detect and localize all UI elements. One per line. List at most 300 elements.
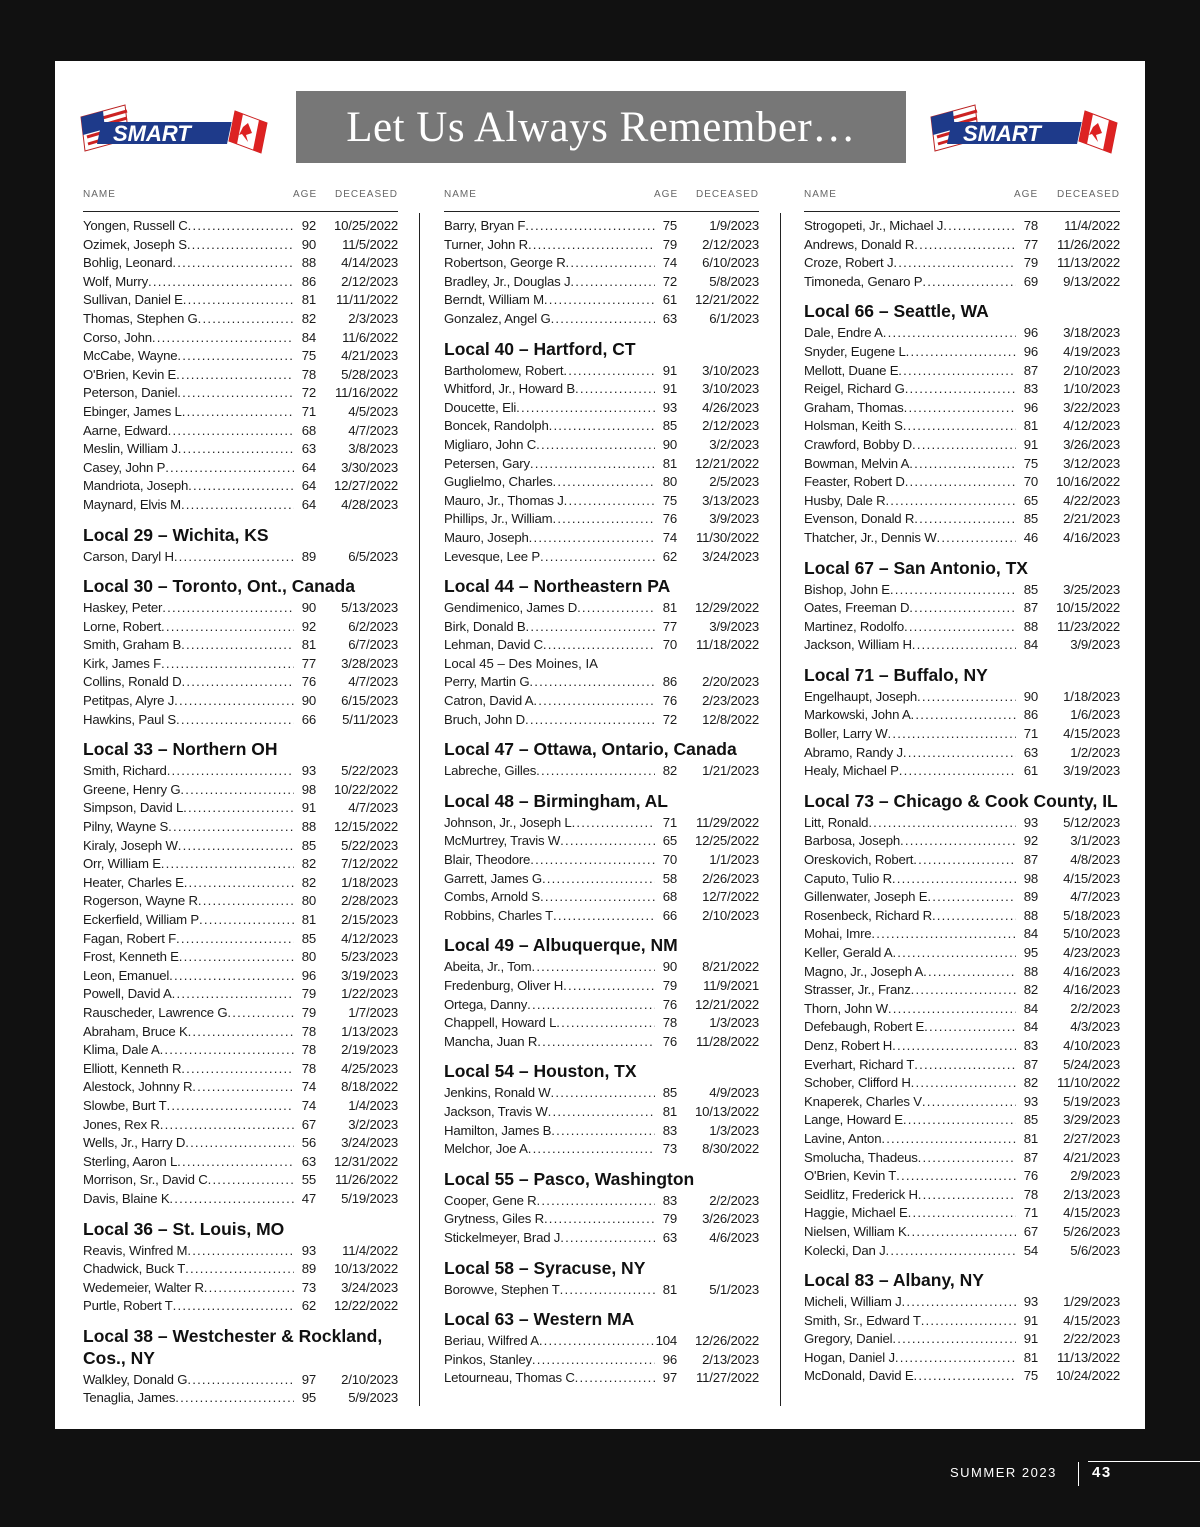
obituary-entry bbox=[444, 274, 759, 293]
member-name: Levesque, Lee P bbox=[444, 548, 540, 564]
member-name: Heater, Charles E bbox=[83, 874, 184, 890]
deceased-date: 2/10/2023 bbox=[1063, 362, 1120, 378]
obituary-entry bbox=[444, 889, 759, 908]
deceased-date: 12/21/2022 bbox=[694, 455, 759, 471]
deceased-date: 4/21/2023 bbox=[341, 348, 398, 364]
obituary-entry bbox=[444, 833, 759, 852]
header-age: AGE bbox=[1014, 189, 1039, 200]
member-age: 62 bbox=[301, 1298, 316, 1314]
header-name: NAME bbox=[804, 189, 837, 200]
member-name: Timoneda, Genaro P bbox=[804, 273, 923, 289]
obituary-entry bbox=[804, 1350, 1120, 1369]
deceased-date: 5/6/2023 bbox=[1070, 1242, 1120, 1258]
deceased-date: 8/21/2022 bbox=[702, 959, 759, 975]
member-age: 83 bbox=[1023, 1037, 1038, 1053]
member-age: 85 bbox=[1023, 581, 1038, 597]
deceased-date: 12/15/2022 bbox=[333, 819, 398, 835]
member-age: 84 bbox=[1023, 1000, 1038, 1016]
obituary-entry bbox=[444, 600, 759, 619]
member-age: 89 bbox=[301, 1261, 316, 1277]
dot-leader bbox=[560, 1282, 655, 1297]
deceased-date: 10/13/2022 bbox=[694, 1103, 759, 1119]
member-name: Crawford, Bobby D bbox=[804, 436, 913, 452]
member-name: Powell, David A bbox=[83, 986, 172, 1002]
deceased-date: 8/18/2022 bbox=[341, 1079, 398, 1095]
member-age: 78 bbox=[301, 366, 316, 382]
member-name: Jackson, Travis W bbox=[444, 1103, 548, 1119]
member-age: 72 bbox=[662, 711, 677, 727]
member-age: 81 bbox=[1023, 1130, 1038, 1146]
obituary-entry bbox=[804, 1075, 1120, 1094]
member-name: Frost, Kenneth E bbox=[83, 949, 179, 965]
obituary-entry bbox=[83, 274, 398, 293]
member-name: Andrews, Donald R bbox=[804, 236, 915, 252]
deceased-date: 1/3/2023 bbox=[709, 1015, 759, 1031]
deceased-date: 8/30/2022 bbox=[702, 1141, 759, 1157]
deceased-date: 4/16/2023 bbox=[1063, 963, 1120, 979]
member-age: 86 bbox=[301, 273, 316, 289]
member-name: Peterson, Daniel bbox=[83, 385, 178, 401]
dot-leader bbox=[914, 237, 1016, 252]
member-age: 88 bbox=[1023, 963, 1038, 979]
member-name: Maynard, Elvis M bbox=[83, 496, 181, 512]
member-age: 85 bbox=[1023, 511, 1038, 527]
column-header-1 bbox=[83, 189, 398, 203]
deceased-date: 12/29/2022 bbox=[694, 600, 759, 616]
obituary-entry bbox=[83, 1024, 398, 1043]
deceased-date: 3/24/2023 bbox=[702, 548, 759, 564]
member-name: Robbins, Charles T bbox=[444, 907, 554, 923]
member-age: 90 bbox=[301, 236, 316, 252]
deceased-date: 5/24/2023 bbox=[1063, 1056, 1120, 1072]
deceased-date: 12/7/2022 bbox=[702, 889, 759, 905]
obituary-entry bbox=[804, 255, 1120, 274]
member-age: 85 bbox=[301, 930, 316, 946]
member-name: Smolucha, Thadeus bbox=[804, 1149, 918, 1165]
dot-leader bbox=[886, 1243, 1017, 1258]
dot-leader bbox=[912, 437, 1016, 452]
member-name: Smith, Sr., Edward T bbox=[804, 1312, 921, 1328]
obituary-entry bbox=[444, 1104, 759, 1123]
dot-leader bbox=[903, 745, 1016, 760]
member-name: Grytness, Giles R bbox=[444, 1211, 544, 1227]
member-age: 84 bbox=[1023, 637, 1038, 653]
deceased-date: 11/16/2022 bbox=[334, 385, 398, 401]
member-age: 77 bbox=[1023, 236, 1038, 252]
member-name: Catron, David A bbox=[444, 693, 534, 709]
member-name: Gillenwater, Joseph E bbox=[804, 889, 928, 905]
obituary-entry bbox=[804, 237, 1120, 256]
dot-leader bbox=[903, 418, 1016, 433]
dot-leader bbox=[885, 493, 1016, 508]
local-heading: Local 55 – Pasco, Washington bbox=[444, 1168, 695, 1189]
local-heading: Local 71 – Buffalo, NY bbox=[804, 664, 988, 685]
member-age: 76 bbox=[1023, 1168, 1038, 1184]
dot-leader bbox=[914, 1057, 1016, 1072]
obituary-entry bbox=[444, 978, 759, 997]
canada-flag-icon bbox=[229, 111, 267, 153]
dot-leader bbox=[917, 689, 1016, 704]
obituary-entry bbox=[83, 893, 398, 912]
header-age: AGE bbox=[654, 189, 679, 200]
header-name: NAME bbox=[83, 189, 116, 200]
member-age: 61 bbox=[1023, 763, 1038, 779]
member-name: Thomas, Stephen G bbox=[83, 310, 198, 326]
deceased-date: 4/16/2023 bbox=[1063, 982, 1120, 998]
deceased-date: 12/26/2022 bbox=[694, 1333, 759, 1349]
obituary-entry bbox=[444, 1230, 759, 1249]
member-age: 84 bbox=[301, 329, 316, 345]
member-name: Jackson, William H bbox=[804, 637, 912, 653]
page-title: Let Us Always Remember… bbox=[296, 91, 906, 163]
dot-leader bbox=[563, 363, 655, 378]
deceased-date: 10/24/2022 bbox=[1055, 1368, 1120, 1384]
deceased-date: 11/26/2022 bbox=[334, 1172, 398, 1188]
dot-leader bbox=[161, 619, 294, 634]
member-name: Haggie, Michael E bbox=[804, 1205, 908, 1221]
obituary-entry bbox=[444, 763, 759, 782]
obituary-column-2 bbox=[444, 218, 759, 1389]
deceased-date: 4/21/2023 bbox=[1063, 1149, 1120, 1165]
member-name: Greene, Henry G bbox=[83, 781, 181, 797]
member-name: Turner, John R bbox=[444, 236, 528, 252]
obituary-entry bbox=[804, 945, 1120, 964]
dot-leader bbox=[181, 674, 294, 689]
dot-leader bbox=[543, 637, 655, 652]
obituary-entry bbox=[444, 1015, 759, 1034]
dot-leader bbox=[183, 292, 294, 307]
deceased-date: 3/10/2023 bbox=[702, 381, 759, 397]
dot-leader bbox=[921, 1313, 1016, 1328]
dot-leader bbox=[551, 1123, 655, 1138]
deceased-date: 11/13/2022 bbox=[1056, 255, 1120, 271]
obituary-entry bbox=[83, 619, 398, 638]
member-name: Gonzalez, Angel G bbox=[444, 310, 551, 326]
member-name: Micheli, William J bbox=[804, 1294, 902, 1310]
deceased-date: 1/18/2023 bbox=[341, 874, 398, 890]
deceased-date: 3/13/2023 bbox=[702, 492, 759, 508]
deceased-date: 4/12/2023 bbox=[341, 930, 398, 946]
member-name: Rogerson, Wayne R bbox=[83, 893, 198, 909]
member-name: Hawkins, Paul S bbox=[83, 711, 177, 727]
obituary-entry bbox=[804, 1001, 1120, 1020]
member-age: 88 bbox=[1023, 907, 1038, 923]
deceased-date: 4/15/2023 bbox=[1063, 1205, 1120, 1221]
dot-leader bbox=[566, 255, 655, 270]
deceased-date: 7/12/2022 bbox=[341, 856, 398, 872]
member-name: O'Brien, Kevin T bbox=[804, 1168, 897, 1184]
deceased-date: 6/2/2023 bbox=[348, 618, 398, 634]
dot-leader bbox=[548, 1104, 655, 1119]
deceased-date: 3/2/2023 bbox=[709, 436, 759, 452]
deceased-date: 11/26/2022 bbox=[1056, 236, 1120, 252]
obituary-entry bbox=[804, 1168, 1120, 1187]
member-name: Oreskovich, Robert bbox=[804, 852, 914, 868]
member-name: Mellott, Duane E bbox=[804, 362, 899, 378]
member-age: 79 bbox=[662, 1211, 677, 1227]
deceased-date: 5/18/2023 bbox=[1063, 907, 1120, 923]
obituary-entry bbox=[804, 1331, 1120, 1350]
member-age: 78 bbox=[1023, 1186, 1038, 1202]
member-age: 87 bbox=[1023, 1149, 1038, 1165]
member-name: Thorn, John W bbox=[804, 1000, 888, 1016]
member-age: 74 bbox=[301, 1079, 316, 1095]
dot-leader bbox=[169, 1191, 294, 1206]
member-age: 72 bbox=[662, 273, 677, 289]
member-age: 63 bbox=[662, 310, 677, 326]
member-age: 93 bbox=[662, 399, 677, 415]
header-age: AGE bbox=[293, 189, 318, 200]
member-age: 56 bbox=[301, 1135, 316, 1151]
member-age: 47 bbox=[301, 1190, 316, 1206]
member-age: 97 bbox=[662, 1370, 677, 1386]
member-age: 79 bbox=[301, 1004, 316, 1020]
member-age: 90 bbox=[662, 959, 677, 975]
dot-leader bbox=[575, 1370, 655, 1385]
dot-leader bbox=[536, 763, 655, 778]
obituary-entry bbox=[444, 493, 759, 512]
deceased-date: 5/19/2023 bbox=[1063, 1093, 1120, 1109]
deceased-date: 4/15/2023 bbox=[1063, 1312, 1120, 1328]
deceased-date: 3/30/2023 bbox=[341, 459, 398, 475]
dot-leader bbox=[177, 1154, 294, 1169]
member-age: 78 bbox=[301, 1042, 316, 1058]
obituary-entry bbox=[83, 292, 398, 311]
obituary-entry bbox=[444, 908, 759, 927]
obituary-entry bbox=[444, 549, 759, 568]
member-name: Denz, Robert H bbox=[804, 1037, 893, 1053]
member-name: Birk, Donald B bbox=[444, 618, 526, 634]
obituary-entry bbox=[444, 456, 759, 475]
member-name: Borowve, Stephen T bbox=[444, 1281, 560, 1297]
member-age: 75 bbox=[662, 492, 677, 508]
member-name: Kolecki, Dan J bbox=[804, 1242, 886, 1258]
dot-leader bbox=[176, 931, 294, 946]
obituary-entry bbox=[444, 1352, 759, 1371]
dot-leader bbox=[892, 1331, 1016, 1346]
obituary-entry bbox=[83, 1079, 398, 1098]
deceased-date: 2/13/2023 bbox=[702, 1351, 759, 1367]
deceased-date: 6/10/2023 bbox=[702, 255, 759, 271]
member-name: Slowbe, Burt T bbox=[83, 1097, 167, 1113]
deceased-date: 4/19/2023 bbox=[1063, 343, 1120, 359]
deceased-date: 3/29/2023 bbox=[1063, 1112, 1120, 1128]
dot-leader bbox=[893, 255, 1016, 270]
member-name: Lavine, Anton bbox=[804, 1130, 882, 1146]
obituary-entry bbox=[444, 400, 759, 419]
column-header-2 bbox=[444, 189, 759, 203]
deceased-date: 2/21/2023 bbox=[1063, 511, 1120, 527]
dot-leader bbox=[899, 763, 1016, 778]
member-age: 73 bbox=[662, 1141, 677, 1157]
obituary-entry bbox=[444, 871, 759, 890]
obituary-entry bbox=[83, 637, 398, 656]
dot-leader bbox=[180, 782, 294, 797]
dot-leader bbox=[227, 1005, 294, 1020]
dot-leader bbox=[177, 348, 294, 363]
obituary-entry bbox=[444, 712, 759, 731]
deceased-date: 4/7/2023 bbox=[1070, 889, 1120, 905]
member-age: 69 bbox=[1023, 273, 1038, 289]
dot-leader bbox=[892, 945, 1016, 960]
member-name: Croze, Robert J bbox=[804, 255, 894, 271]
deceased-date: 11/29/2022 bbox=[695, 814, 759, 830]
obituary-entry bbox=[444, 619, 759, 638]
dot-leader bbox=[532, 1352, 655, 1367]
local-heading: Local 58 – Syracuse, NY bbox=[444, 1257, 646, 1278]
obituary-entry bbox=[444, 1193, 759, 1212]
obituary-entry bbox=[83, 600, 398, 619]
obituary-entry bbox=[804, 381, 1120, 400]
obituary-entry bbox=[804, 1294, 1120, 1313]
deceased-date: 12/21/2022 bbox=[694, 292, 759, 308]
obituary-entry bbox=[83, 441, 398, 460]
deceased-date: 3/19/2023 bbox=[1063, 763, 1120, 779]
dot-leader bbox=[168, 819, 294, 834]
obituary-entry bbox=[804, 363, 1120, 382]
member-name: Walkley, Donald G bbox=[83, 1371, 188, 1387]
obituary-entry bbox=[444, 637, 759, 656]
dot-leader bbox=[922, 1094, 1016, 1109]
deceased-date: 2/22/2023 bbox=[1063, 1331, 1120, 1347]
member-name: Mauro, Jr., Thomas J bbox=[444, 492, 564, 508]
obituary-entry bbox=[83, 819, 398, 838]
member-name: Whitford, Jr., Howard B bbox=[444, 381, 575, 397]
dot-leader bbox=[174, 693, 294, 708]
dot-leader bbox=[526, 619, 656, 634]
member-name: Boncek, Randolph bbox=[444, 418, 549, 434]
dot-leader bbox=[943, 218, 1016, 233]
deceased-date: 11/4/2022 bbox=[342, 1242, 398, 1258]
deceased-date: 5/26/2023 bbox=[1063, 1223, 1120, 1239]
local-heading: Local 29 – Wichita, KS bbox=[83, 524, 269, 545]
deceased-date: 4/7/2023 bbox=[348, 422, 398, 438]
obituary-entry bbox=[83, 311, 398, 330]
obituary-entry bbox=[83, 423, 398, 442]
smart-logo-left bbox=[77, 97, 277, 159]
dot-leader bbox=[900, 833, 1016, 848]
member-name: Perry, Martin G bbox=[444, 674, 530, 690]
member-age: 81 bbox=[662, 1281, 677, 1297]
deceased-date: 3/25/2023 bbox=[1063, 581, 1120, 597]
member-age: 70 bbox=[662, 852, 677, 868]
dot-leader bbox=[175, 1390, 294, 1405]
deceased-date: 4/26/2023 bbox=[702, 399, 759, 415]
member-name: Chappell, Howard L bbox=[444, 1015, 557, 1031]
dot-leader bbox=[887, 726, 1016, 741]
member-name: Letourneau, Thomas C bbox=[444, 1370, 575, 1386]
member-age: 93 bbox=[301, 763, 316, 779]
dot-leader bbox=[913, 1368, 1016, 1383]
deceased-date: 2/12/2023 bbox=[341, 273, 398, 289]
dot-leader bbox=[918, 1187, 1016, 1202]
member-name: Sterling, Aaron L bbox=[83, 1153, 178, 1169]
dot-leader bbox=[572, 815, 655, 830]
obituary-entry bbox=[804, 600, 1120, 619]
member-age: 93 bbox=[301, 1242, 316, 1258]
member-age: 81 bbox=[301, 912, 316, 927]
obituary-entry bbox=[804, 926, 1120, 945]
dot-leader bbox=[539, 1333, 655, 1348]
member-name: Abraham, Bruce K bbox=[83, 1023, 188, 1039]
obituary-entry bbox=[804, 274, 1120, 293]
obituary-entry bbox=[444, 693, 759, 712]
deceased-date: 3/22/2023 bbox=[1063, 399, 1120, 415]
dot-leader bbox=[181, 1061, 294, 1076]
obituary-entry bbox=[83, 656, 398, 675]
deceased-date: 6/1/2023 bbox=[709, 310, 759, 326]
smart-logo-right bbox=[927, 97, 1127, 159]
dot-leader bbox=[570, 274, 655, 289]
local-heading: Local 67 – San Antonio, TX bbox=[804, 557, 1028, 578]
dot-leader bbox=[922, 274, 1016, 289]
member-age: 63 bbox=[1023, 744, 1038, 760]
obituary-entry bbox=[444, 381, 759, 400]
obituary-entry bbox=[804, 763, 1120, 782]
obituary-entry bbox=[444, 852, 759, 871]
dot-leader bbox=[544, 1211, 655, 1226]
deceased-date: 6/7/2023 bbox=[348, 637, 398, 653]
member-age: 70 bbox=[662, 637, 677, 653]
obituary-entry bbox=[804, 218, 1120, 237]
member-name: McDonald, David E bbox=[804, 1368, 914, 1384]
obituary-entry bbox=[444, 530, 759, 549]
obituary-entry bbox=[83, 949, 398, 968]
member-age: 82 bbox=[1023, 982, 1038, 998]
dot-leader bbox=[549, 418, 655, 433]
member-age: 65 bbox=[662, 833, 677, 849]
obituary-entry bbox=[804, 582, 1120, 601]
local-heading: Local 83 – Albany, NY bbox=[804, 1270, 984, 1291]
member-age: 92 bbox=[1023, 833, 1038, 849]
obituary-entry bbox=[83, 549, 398, 568]
deceased-date: 5/19/2023 bbox=[341, 1190, 398, 1206]
dot-leader bbox=[188, 478, 294, 493]
obituary-entry bbox=[804, 1131, 1120, 1150]
dot-leader bbox=[881, 1131, 1016, 1146]
member-age: 75 bbox=[1023, 1368, 1038, 1384]
column-rule bbox=[804, 211, 1120, 212]
obituary-entry bbox=[83, 968, 398, 987]
member-name: Kirk, James F bbox=[83, 655, 161, 671]
obituary-entry bbox=[83, 1098, 398, 1117]
obituary-entry bbox=[83, 1191, 398, 1210]
dot-leader bbox=[188, 1024, 294, 1039]
member-age: 66 bbox=[301, 711, 316, 727]
member-name: Berndt, William M bbox=[444, 292, 544, 308]
member-age: 68 bbox=[301, 422, 316, 438]
obituary-entry bbox=[83, 348, 398, 367]
dot-leader bbox=[540, 889, 655, 904]
obituary-entry bbox=[804, 511, 1120, 530]
local-subheading: Local 45 – Des Moines, IA bbox=[444, 655, 598, 671]
member-name: Fagan, Robert F bbox=[83, 930, 177, 946]
dot-leader bbox=[178, 838, 294, 853]
member-age: 91 bbox=[662, 381, 677, 397]
member-name: Graham, Thomas bbox=[804, 399, 904, 415]
deceased-date: 12/22/2022 bbox=[333, 1298, 398, 1314]
dot-leader bbox=[913, 852, 1016, 867]
deceased-date: 3/1/2023 bbox=[1070, 833, 1120, 849]
member-name: Mohai, Imre bbox=[804, 926, 872, 942]
member-age: 82 bbox=[301, 874, 316, 890]
deceased-date: 3/9/2023 bbox=[1070, 637, 1120, 653]
member-age: 85 bbox=[662, 418, 677, 434]
member-name: Gregory, Daniel bbox=[804, 1331, 893, 1347]
obituary-entry bbox=[804, 1368, 1120, 1387]
member-age: 74 bbox=[662, 529, 677, 545]
dot-leader bbox=[199, 912, 294, 927]
